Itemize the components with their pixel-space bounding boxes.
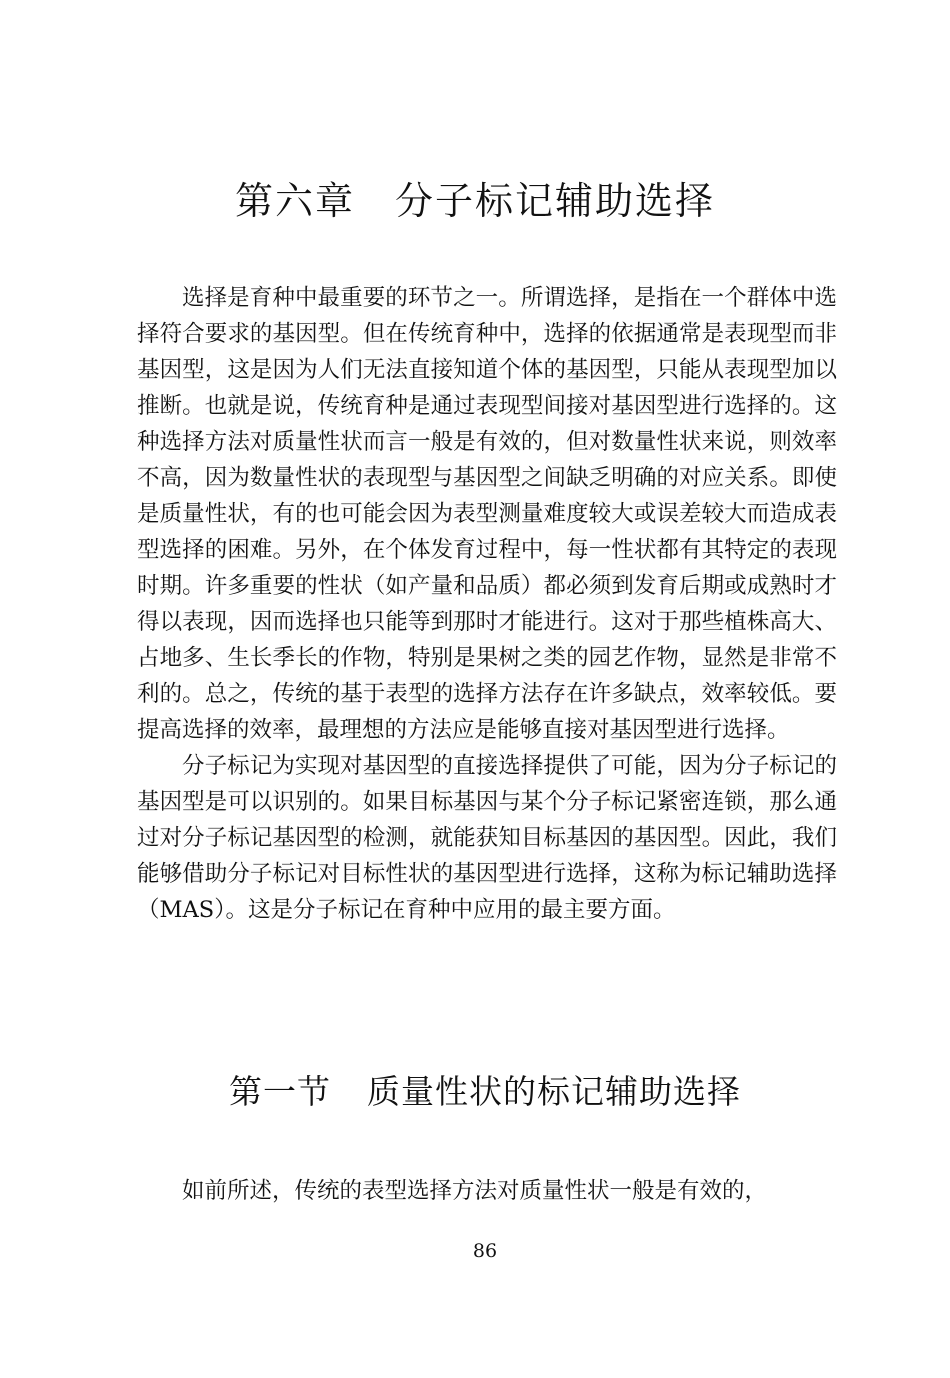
paragraph: 选择是育种中最重要的环节之一。所谓选择，是指在一个群体中选择符合要求的基因型。但在传统育种中，选择的依据通常是表现型而非基因型，这是因为人们无法直接知道个体的基因型，只能从表现型加以推断。也就是说，传统育种是通过表现型间接对基因型进行选择的。这种选择方法对质量性状而言一般是有效的，但对数量性状来说，则效率不高，因为数量性状的表现型与基因型之间缺乏明确的对应关系。即使是质量性状，有的也可能会因为表型测量难度较大或误差较大而造成表型选择的困难。另外，在个体发育过程中，每一性状都有其特定的表现时期。许多重要的性状（如产量和品质）都必须到发育后期或成熟时才得以表现，因而选择也只能等到那时才能进行。这对于那些植株高大、占地多、生长季长的作物，特别是果树之类的园艺作物，显然是非常不利的。总之，传统的基于表型的选择方法存在许多缺点，效率较低。要提高选择的效率，最理想的方法应是能够直接对基因型进行选择。 <box>137 285 837 743</box>
chapter-number: 第六章 <box>234 179 355 223</box>
section-title-text: 质量性状的标记辅助选择 <box>367 1072 741 1111</box>
paragraph: 分子标记为实现对基因型的直接选择提供了可能，因为分子标记的基因型是可以识别的。如果目标基因与某个分子标记紧密连锁，那么通过对分子标记基因型的检测，就能获知目标基因的基因型。因此，我们能够借助分子标记对目标性状的基因型进行选择，这称为标记辅助选择（MAS）。这是分子标记在育种中应用的最主要方面。 <box>137 753 837 923</box>
section-title <box>0 1066 950 1113</box>
chapter-title <box>0 170 950 225</box>
page-number: 86 <box>472 1240 498 1262</box>
intro-body <box>137 280 837 928</box>
chapter-title-text: 分子标记辅助选择 <box>395 179 716 223</box>
section-number: 第一节 <box>229 1072 331 1111</box>
section-body <box>137 1173 837 1209</box>
paragraph: 如前所述，传统的表型选择方法对质量性状一般是有效的， <box>182 1178 768 1204</box>
